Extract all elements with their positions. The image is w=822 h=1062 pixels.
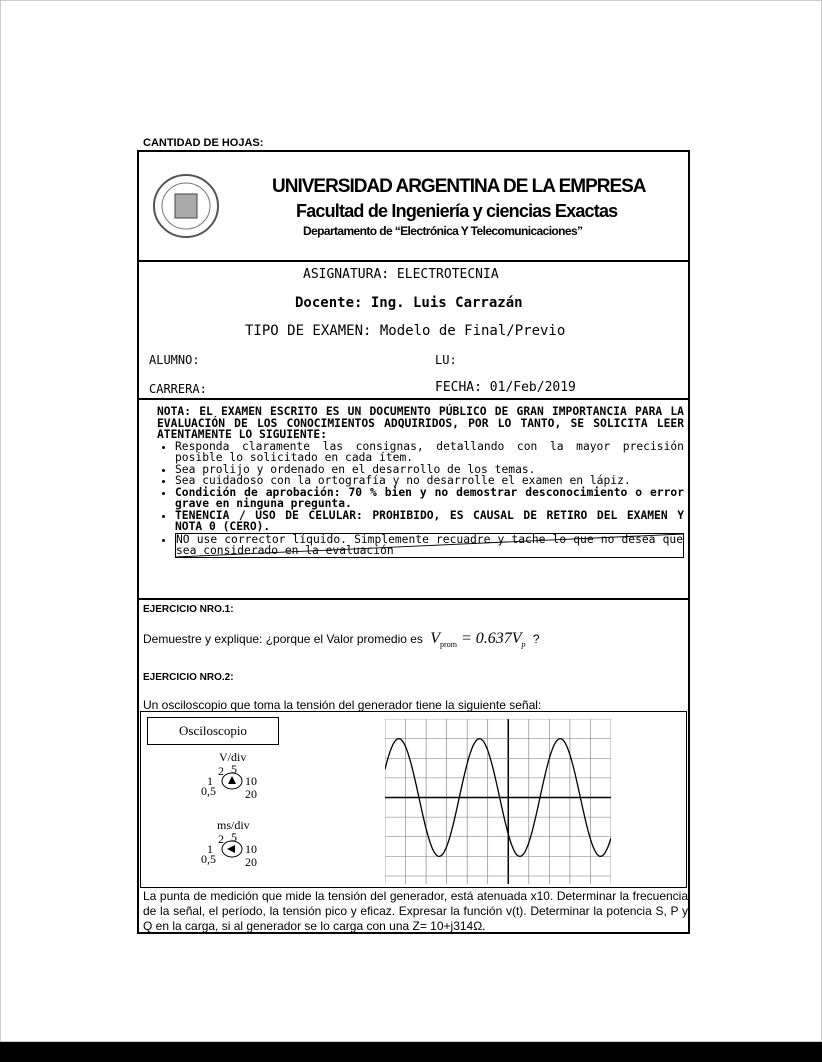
ex2-text: La punta de medición que mide la tensión del generador, está atenuada x10. Determinar la frecuencia de la señal, el período, la tensión pico y eficaz. Expresar la función v(t). Determinar la potencia S, P y Q en la carga, si al generador se lo carga con una Z= 10+j314Ω. — [143, 889, 688, 933]
bottom-bar — [0, 1042, 822, 1062]
note-item-crossed: • NO use corrector líquido. Simplemente recuadre y tache lo que no desea que sea considerado en la evaluación — [175, 533, 684, 558]
teacher: Docente: Ing. Luis Carrazán — [295, 295, 523, 311]
scope-label: Osciloscopio — [147, 717, 279, 745]
note-item: • Condición de aprobación: 70 % bien y no demostrar desconocimiento o error grave en ninguna pregunta. — [175, 487, 684, 510]
ex1-question — [143, 630, 540, 649]
sheets-label: CANTIDAD DE HOJAS: — [143, 137, 264, 149]
department-name: Departamento de “Electrónica Y Telecomunicaciones” — [303, 224, 583, 238]
career-label: CARRERA: — [149, 382, 207, 396]
ex1-text: Demuestre y explique: ¿porque el Valor promedio es — [143, 632, 423, 646]
subject: ASIGNATURA: ELECTROTECNIA — [303, 267, 499, 282]
student-label: ALUMNO: — [149, 353, 200, 367]
ex2-intro: Un osciloscopio que toma la tensión del generador tiene la siguiente señal: — [143, 698, 542, 712]
note-item: • Sea prolijo y ordenado en el desarrollo de los temas. — [175, 464, 684, 476]
ex1-title: EJERCICIO NRO.1: — [143, 604, 234, 615]
note-box — [137, 398, 690, 600]
ex1-formula: $V_{prom} = 0.637V_p$ — [430, 630, 526, 650]
exercises-box — [137, 598, 690, 934]
note-item: • Sea cuidadoso con la ortografía y no desarrolle el examen en lápiz. — [175, 475, 684, 487]
ex1-end: ? — [532, 632, 540, 646]
header-box — [137, 150, 690, 262]
date: FECHA: 01/Feb/2019 — [435, 380, 576, 395]
note-item: • TENENCIA / USO DE CELULAR: PROHIBIDO, ES CAUSAL DE RETIRO DEL EXAMEN Y NOTA 0 (CERO). — [175, 510, 684, 533]
faculty-name: Facultad de Ingeniería y ciencias Exactas — [296, 201, 618, 221]
note-item: • Responda claramente las consignas, detallando con la mayor precisión posible lo solicitado en cada ítem. — [175, 441, 684, 464]
oscilloscope-figure: Osciloscopio V/div 2 5 1 0,5 10 20 ms/div 2 5 1 0,5 10 20 — [140, 711, 687, 888]
university-seal-icon — [151, 172, 221, 240]
exam-info-box — [137, 260, 690, 400]
note-intro: NOTA: EL EXAMEN ESCRITO ES UN DOCUMENTO PÚBLICO DE GRAN IMPORTANCIA PARA LA EVALUACIÓN DE LOS CONOCIMIENTOS ADQUIRIDOS, POR LO TANTO, SE SOLICITA LEER ATENTAMENTE LO SIGUIENTE: — [157, 405, 684, 441]
university-name: UNIVERSIDAD ARGENTINA DE LA EMPRESA — [272, 176, 646, 197]
oscilloscope-screen — [385, 719, 611, 884]
ex2-title: EJERCICIO NRO.2: — [143, 672, 234, 683]
exam-type: TIPO DE EXAMEN: Modelo de Final/Previo — [245, 323, 566, 339]
lu-label: LU: — [435, 353, 457, 367]
